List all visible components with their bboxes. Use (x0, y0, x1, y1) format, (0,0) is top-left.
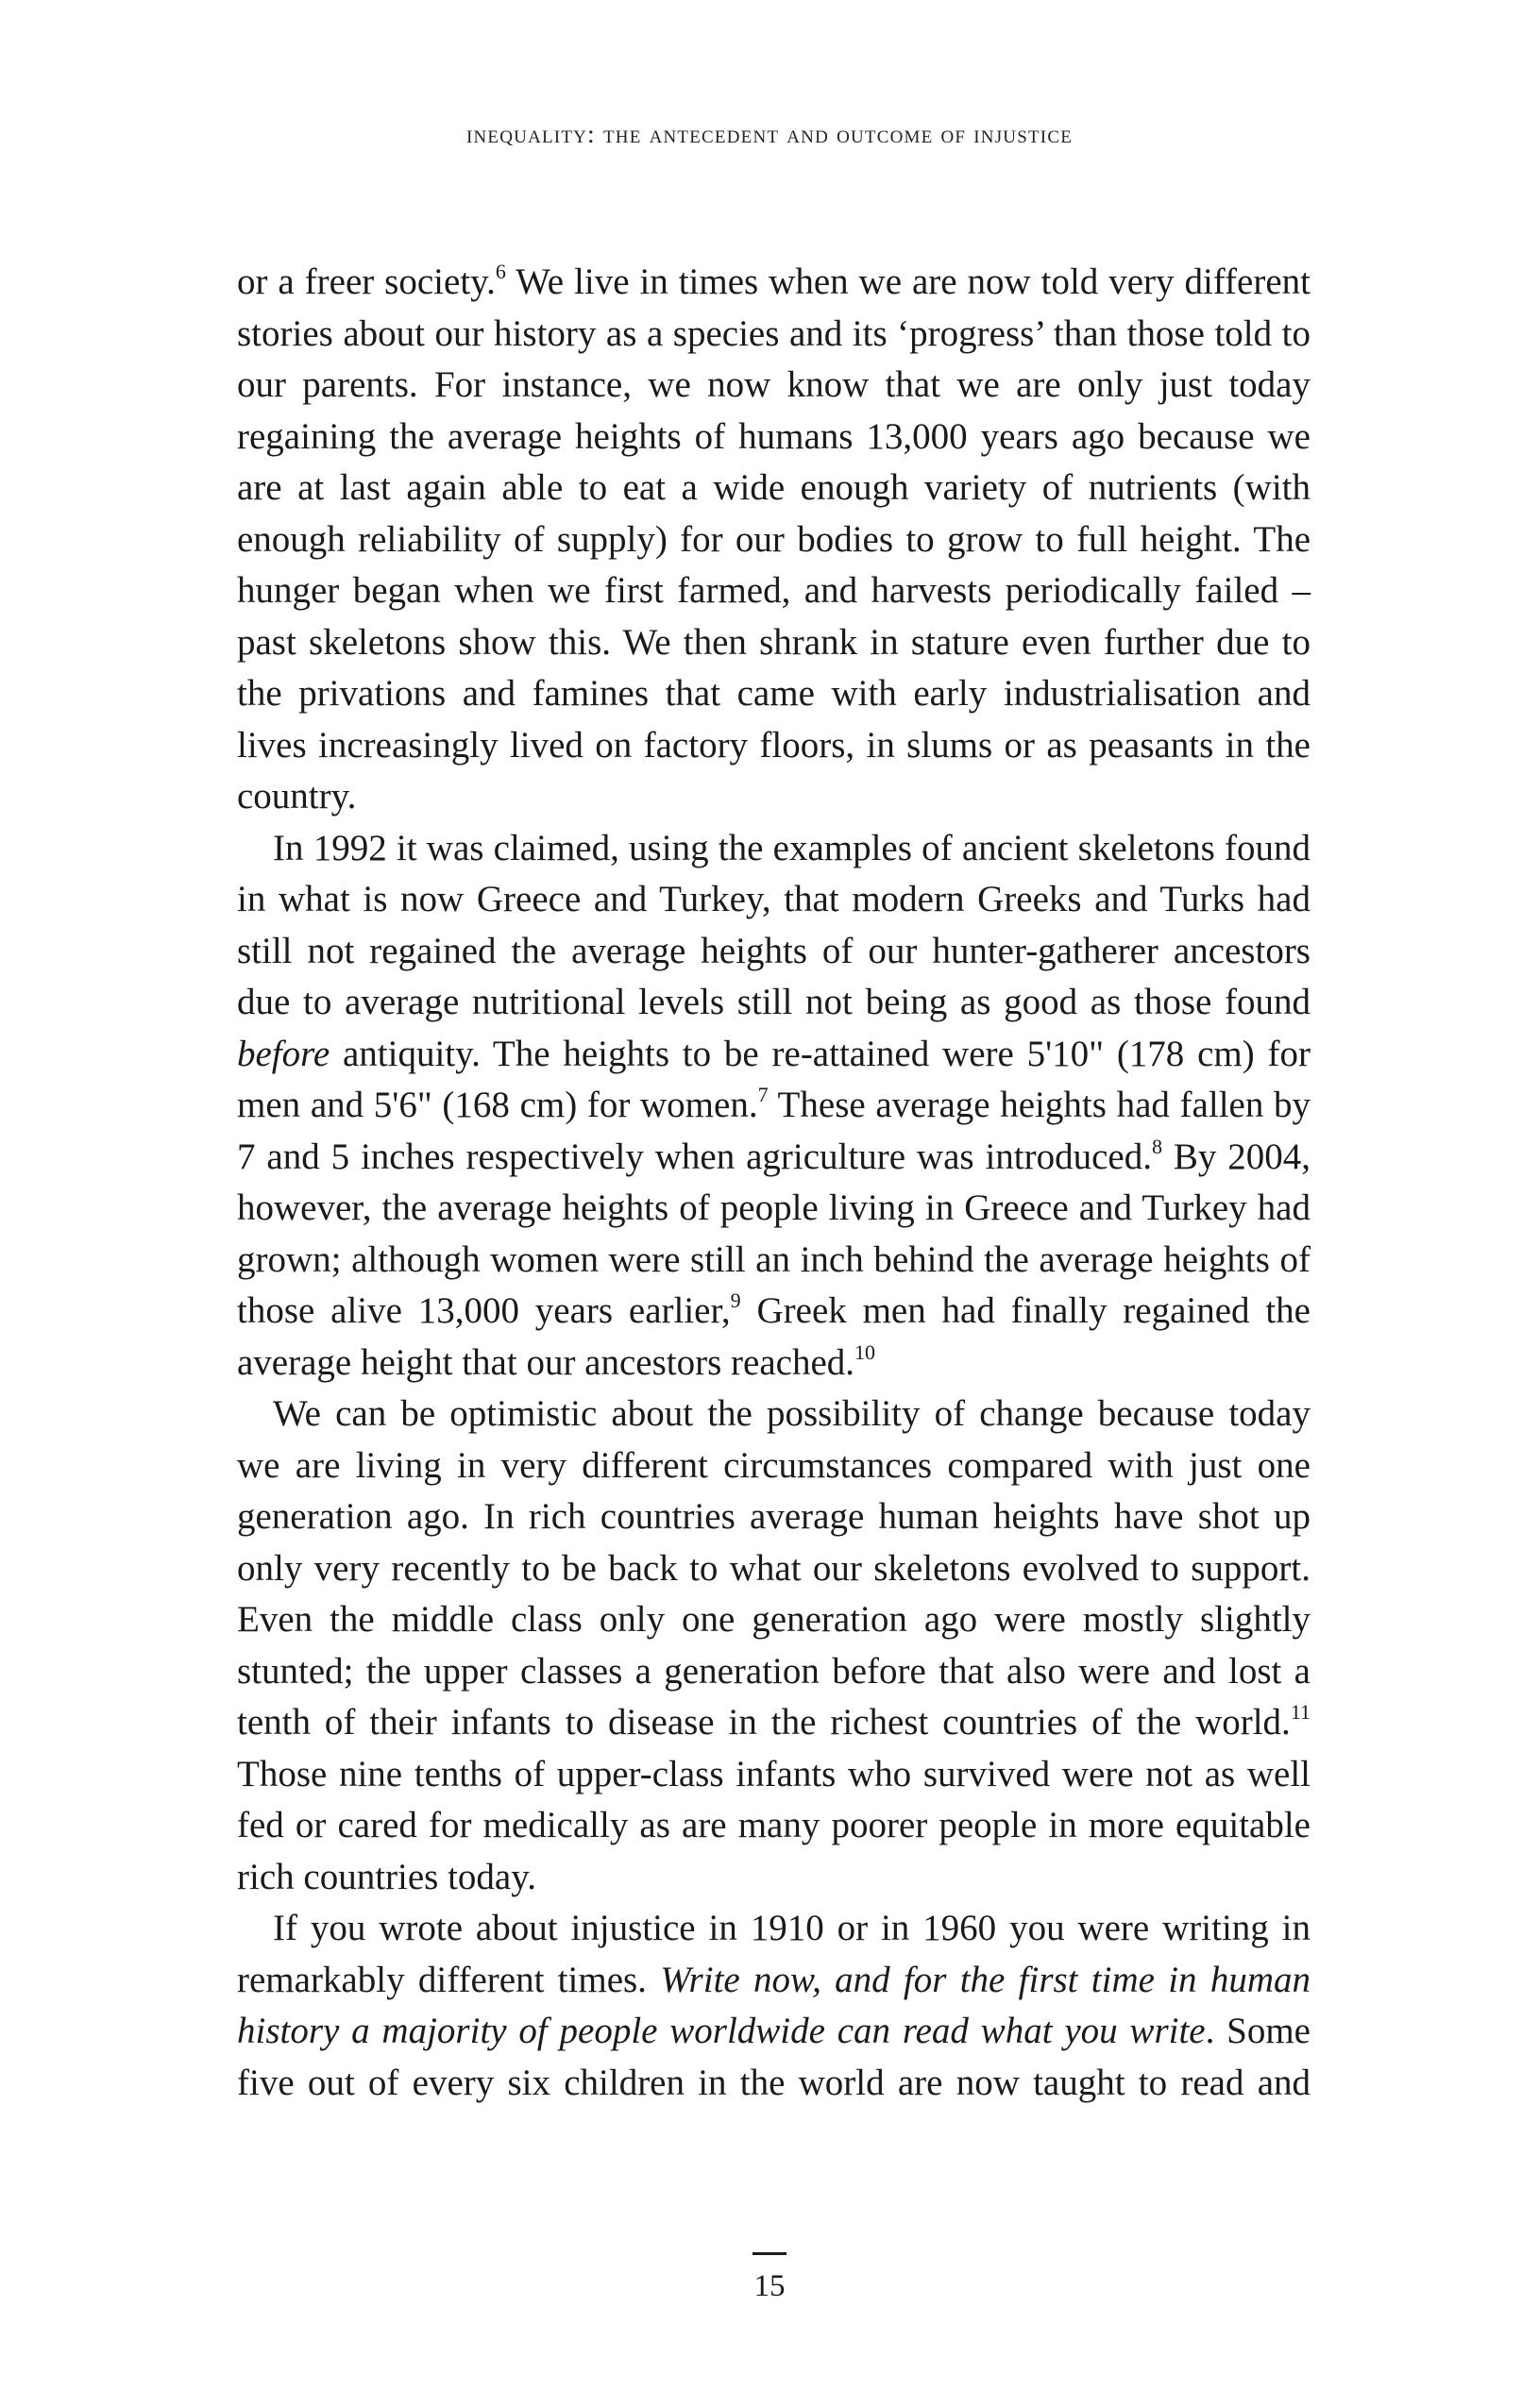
footnote-ref-11: 11 (1290, 1700, 1311, 1724)
paragraph-2-text-a: In 1992 it was claimed, using the examples of ancient skeletons found in what is now Greece and Turkey, that modern Greeks and Turks had still not regained the average heights of our hunter-gatherer ancestors due to average nutritional levels still not being as good as those found (237, 827, 1311, 1022)
paragraph-4-text-b: . Some five out of every six children in the world are now taught to read and (237, 2011, 1311, 2103)
paragraph-1-text-a: or a freer society. (237, 261, 496, 302)
paragraph-4-text-a: If you wrote about injustice in 1910 or in 1960 you were writing in remarkably different times. (237, 1908, 1311, 2000)
page-number: 15 (753, 2269, 786, 2303)
paragraph-2-text-e: Greek men had finally regained the average height that our ancestors reached. (237, 1290, 1311, 1383)
paragraph-2-text-c: These average heights had fallen by 7 and 5 inches respectively when agriculture was introduced. (237, 1085, 1311, 1177)
running-head: inequality: the antecedent and outcome of injustice (465, 119, 1074, 148)
paragraph-2 (237, 823, 1311, 1389)
paragraph-2-text-d: By 2004, however, the average heights of people living in Greece and Turkey had grown; although women were still an inch behind the average heights of those alive 13,000 years earlier, (237, 1136, 1311, 1331)
footnote-ref-9: 9 (730, 1288, 741, 1312)
paragraph-4 (237, 1903, 1311, 2109)
footnote-ref-7: 7 (757, 1083, 769, 1106)
paragraph-4-emphasis: Write now, and for the first time in human history a majority of people worldwide can read what you write (237, 1959, 1311, 2051)
paragraph-3-text-b: Those nine tenths of upper-class infants who survived were not as well fed or cared for medically as are many poorer people in more equitable rich countries today. (237, 1753, 1311, 1897)
paragraph-1 (237, 257, 1311, 823)
paragraph-3-text-a: We can be optimistic about the possibility of change because today we are living in very different circumstances compared with just one generation ago. In rich countries average human heights have shot up only very recently to be back to what our skeletons evolved to support. Even the middle class only one generation ago were mostly slightly stunted; the upper classes a generation before that also were and lost a tenth of their infants to disease in the richest countries of the world. (237, 1393, 1311, 1743)
footnote-ref-10: 10 (854, 1339, 876, 1364)
paragraph-3 (237, 1389, 1311, 1903)
footer-dash (753, 2252, 786, 2255)
paragraph-2-emphasis: before (237, 1033, 330, 1074)
body-text (237, 257, 1311, 2109)
paragraph-1-text-b: We live in times when we are now told very different stories about our history as a species and its ‘progress’ than those told to our parents. For instance, we now know that we are only just today regaining the average heights of humans 13,000 years ago because we are at last again able to eat a wide enough variety of nutrients (with enough reliability of supply) for our bodies to grow to full height. The hunger began when we first farmed, and harvests periodically failed – past skeletons show this. We then shrank in stature even further due to the privations and famines that came with early industrialisation and lives increasingly lived on factory floors, in slums or as peasants in the country. (237, 261, 1311, 817)
paragraph-2-text-b: antiquity. The heights to be re-attained were 5'10" (178 cm) for men and 5'6" (168 cm) for women. (237, 1033, 1311, 1125)
footnote-ref-6: 6 (495, 260, 506, 283)
footnote-ref-8: 8 (1151, 1134, 1162, 1158)
